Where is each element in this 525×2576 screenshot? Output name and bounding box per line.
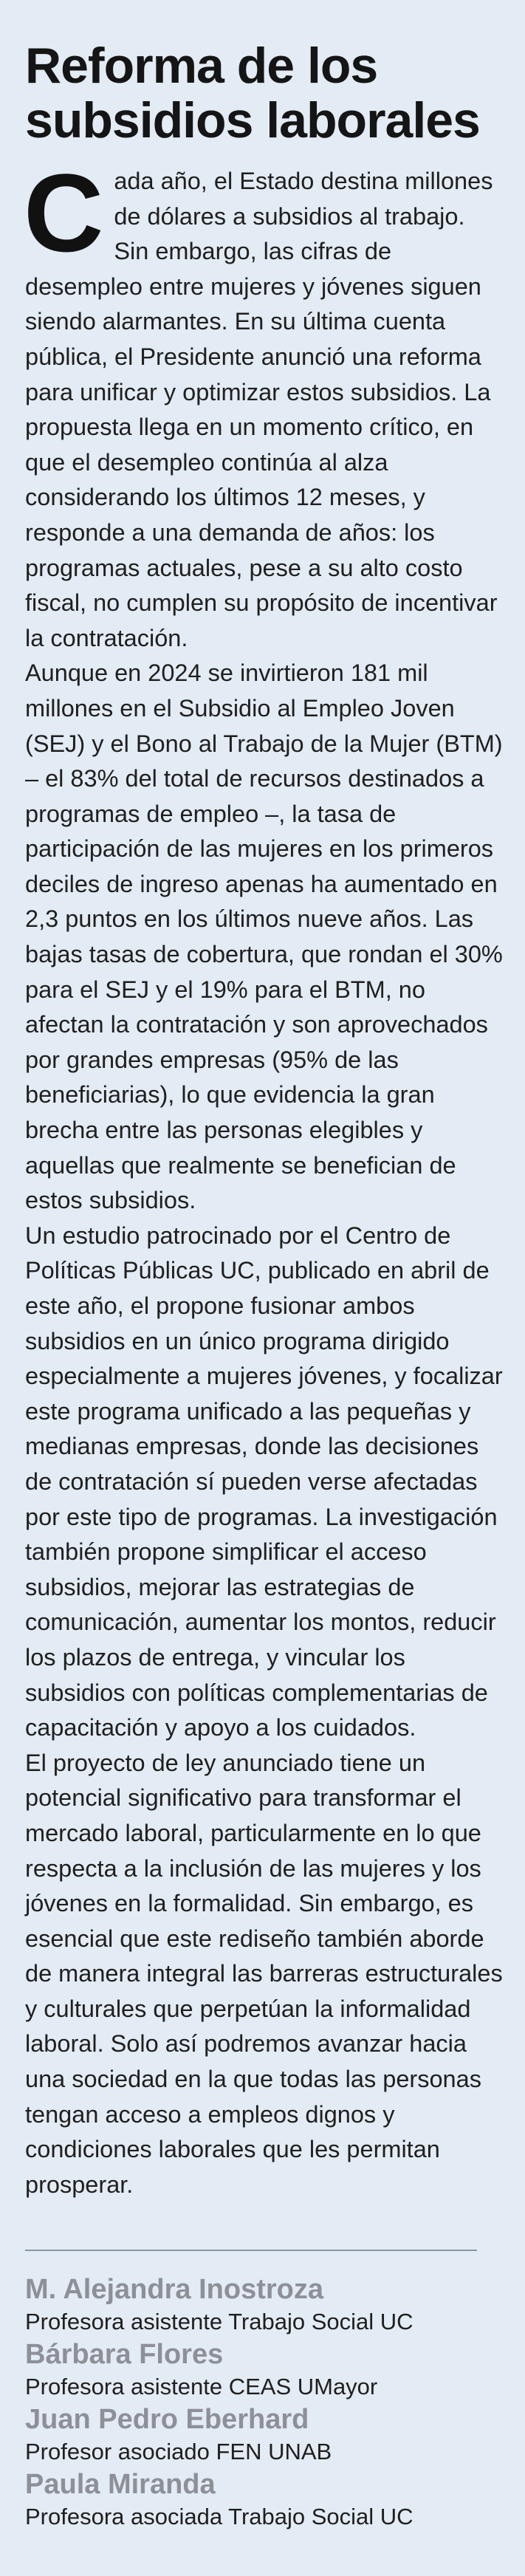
article-body — [24, 151, 503, 2202]
headline-line-1: Reforma de los — [25, 38, 378, 94]
author-name: M. Alejandra Inostroza — [25, 2274, 323, 2306]
author-name: Paula Miranda — [25, 2469, 216, 2501]
paragraph-1-text: ada año, el Estado destina millones de dólares a subsidios al trabajo. Sin embargo, las cifras de desempleo entre mujeres y jóvenes siguen siendo alarmantes. En su última cuenta pública, el Presidente anunció una reforma para unificar y optimizar estos subsidios. La propuesta llega en un momento crítico, en que el desempleo continúa al alza considerando los últimos 12 meses, y responde a una demanda de años: los programas actuales, pese a su alto costo fiscal, no cumplen su propósito de incentivar la contratación. — [25, 168, 498, 651]
author-signatures — [25, 2273, 503, 2533]
paragraph-3: Un estudio patrocinado por el Centro de Políticas Públicas UC, publicado en abril de este año, el propone fusionar ambos subsidios en un único programa dirigido especialmente a mujeres jóvenes, y focalizar este programa unificado a las pequeñas y medianas empresas, donde las decisiones de contratación sí pueden verse afectadas por este tipo de programas. La investigación también propone simplificar el acceso subsidios, mejorar las estrategias de comunicación, aumentar los montos, reducir los plazos de entrega, y vincular los subsidios con políticas complementarias de capacitación y apoyo a los cuidados. — [25, 1222, 503, 1741]
author-name: Juan Pedro Eberhard — [25, 2404, 309, 2436]
headline-line-2: subsidios laborales — [25, 92, 480, 148]
author-role: Profesora asistente Trabajo Social UC — [25, 2309, 414, 2335]
author-role: Profesora asociada Trabajo Social UC — [25, 2504, 414, 2530]
author-block — [25, 2468, 503, 2533]
author-block — [25, 2403, 503, 2468]
author-role: Profesor asociado FEN UNAB — [25, 2439, 332, 2465]
drop-cap: C — [24, 151, 104, 275]
article-headline — [25, 38, 503, 148]
author-block — [25, 2338, 503, 2403]
author-name: Bárbara Flores — [25, 2339, 224, 2371]
paragraph-2: Aunque en 2024 se invirtieron 181 mil millones en el Subsidio al Empleo Joven (SEJ) y el Bono al Trabajo de la Mujer (BTM) – el 83% del total de recursos destinados a programas de empleo –, la tasa de participación de las mujeres en los primeros deciles de ingreso apenas ha aumentado en 2,3 puntos en los últimos nueve años. Las bajas tasas de cobertura, que rondan el 30% para el SEJ y el 19% para el BTM, no afectan la contratación y son aprovechados por grandes empresas (95% de las beneficiarias), lo que evidencia la gran brecha entre las personas elegibles y aquellas que realmente se benefician de estos subsidios. — [25, 660, 503, 1214]
author-block — [25, 2273, 503, 2338]
signature-divider — [25, 2250, 477, 2251]
paragraph-1 — [24, 151, 503, 656]
paragraph-4: El proyecto de ley anunciado tiene un potencial significativo para transformar el mercado laboral, particularmente en lo que respecta a la inclusión de las mujeres y los jóvenes en la formalidad. Sin embargo, es esencial que este rediseño también aborde de manera integral las barreras estructurales y culturales que perpetúan la informalidad laboral. Solo así podremos avanzar hacia una sociedad en la que todas las personas tengan acceso a empleos dignos y condiciones laborales que les permitan prosperar. — [25, 1749, 503, 2198]
author-role: Profesora asistente CEAS UMayor — [25, 2374, 378, 2400]
